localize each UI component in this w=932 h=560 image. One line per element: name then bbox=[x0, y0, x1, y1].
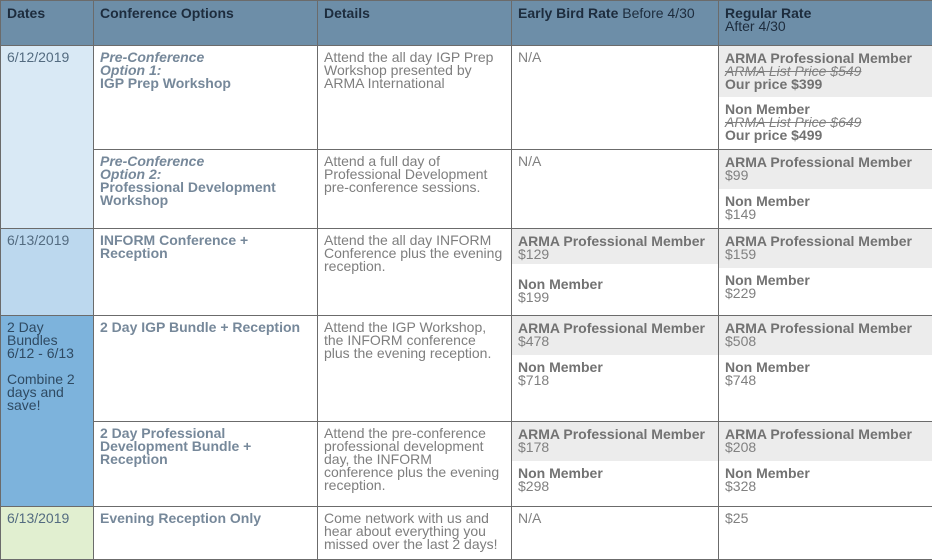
details-cell: Attend the pre-conference professional development day, the INFORM conference plus the evening reception. bbox=[318, 422, 512, 507]
header-row bbox=[1, 1, 932, 46]
early-rate-cell: N/A bbox=[512, 507, 719, 560]
date-cell: 6/13/2019 bbox=[1, 507, 94, 560]
option-cell: 2 Day Professional Development Bundle + Reception bbox=[94, 422, 318, 507]
details-cell: Attend the all day IGP Prep Workshop presented by ARMA International bbox=[318, 46, 512, 150]
header-dates: Dates bbox=[1, 1, 94, 46]
regular-rate-cell: ARMA Professional Member $208 Non Member $328 bbox=[719, 422, 932, 507]
regular-rate-cell: ARMA Professional Member $159 Non Member $229 bbox=[719, 229, 932, 316]
date-cell: 2 Day Bundles 6/12 - 6/13 Combine 2 days and save! bbox=[1, 316, 94, 507]
header-regular-sub: After 4/30 bbox=[725, 18, 786, 34]
header-details: Details bbox=[318, 1, 512, 46]
table-row bbox=[1, 316, 932, 422]
regular-rate-cell: ARMA Professional Member ARMA List Price $549 Our price $399 Non Member ARMA List Price $649 Our price $499 bbox=[719, 46, 932, 150]
header-early-sub: Before 4/30 bbox=[622, 5, 694, 21]
option-cell: Pre-Conference Option 1: IGP Prep Workshop bbox=[94, 46, 318, 150]
table-row bbox=[1, 229, 932, 316]
details-cell: Attend a full day of Professional Development pre-conference sessions. bbox=[318, 150, 512, 229]
table-row bbox=[1, 150, 932, 229]
table-row bbox=[1, 507, 932, 560]
header-early-bird: Early Bird Rate Before 4/30 bbox=[512, 1, 719, 46]
details-cell: Attend the all day INFORM Conference plus the evening reception. bbox=[318, 229, 512, 316]
header-options: Conference Options bbox=[94, 1, 318, 46]
regular-rate-cell: ARMA Professional Member $508 Non Member $748 bbox=[719, 316, 932, 422]
regular-rate-cell: ARMA Professional Member $99 Non Member $149 bbox=[719, 150, 932, 229]
header-regular: Regular Rate After 4/30 bbox=[719, 1, 932, 46]
option-cell: Evening Reception Only bbox=[94, 507, 318, 560]
early-rate-cell: ARMA Professional Member $478 Non Member $718 bbox=[512, 316, 719, 422]
details-cell: Come network with us and hear about everything you missed over the last 2 days! bbox=[318, 507, 512, 560]
early-rate-cell: ARMA Professional Member $129 Non Member $199 bbox=[512, 229, 719, 316]
date-cell: 6/13/2019 bbox=[1, 229, 94, 316]
option-cell: Pre-Conference Option 2: Professional Development Workshop bbox=[94, 150, 318, 229]
early-rate-cell: ARMA Professional Member $178 Non Member $298 bbox=[512, 422, 719, 507]
early-rate-cell: N/A bbox=[512, 150, 719, 229]
early-rate-cell: N/A bbox=[512, 46, 719, 150]
option-cell: 2 Day IGP Bundle + Reception bbox=[94, 316, 318, 422]
table-row bbox=[1, 422, 932, 507]
bundle-note: Combine 2 days and save! bbox=[7, 371, 75, 413]
table-row bbox=[1, 46, 932, 150]
details-cell: Attend the IGP Workshop, the INFORM conference plus the evening reception. bbox=[318, 316, 512, 422]
regular-rate-cell: $25 bbox=[719, 507, 932, 560]
option-cell: INFORM Conference + Reception bbox=[94, 229, 318, 316]
date-cell: 6/12/2019 bbox=[1, 46, 94, 229]
